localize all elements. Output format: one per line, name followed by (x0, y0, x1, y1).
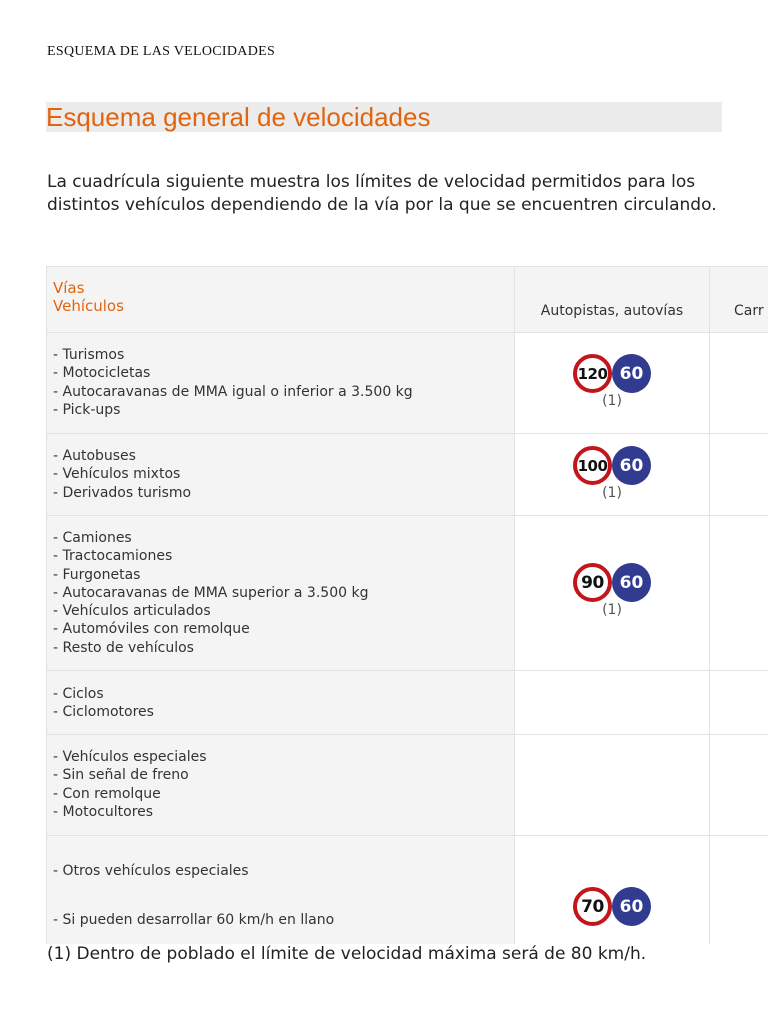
speed-limits-table (46, 266, 768, 944)
table-row (47, 434, 768, 516)
empty-cell (710, 735, 768, 836)
list-item: - Sin señal de freno (53, 767, 189, 784)
empty-cell (710, 434, 768, 516)
list-item: - Con remolque (53, 785, 161, 802)
header-cell-carreteras: Carr (710, 267, 768, 333)
speed-table-container (46, 266, 768, 944)
footnote-ref: (1) (602, 393, 622, 409)
empty-cell (515, 735, 710, 836)
list-item: - Autocaravanas de MMA igual o inferior a 3.500 kg (53, 383, 413, 400)
list-item: - Vehículos especiales (53, 749, 207, 765)
list-item: - Otros vehículos especiales (53, 863, 249, 879)
vehicle-list-cell (47, 836, 515, 945)
min-speed-sign-icon: 60 (612, 354, 651, 393)
table-row (47, 836, 768, 945)
vehicle-list-cell (47, 333, 515, 434)
max-speed-sign-icon: 70 (573, 887, 612, 926)
list-item: - Ciclomotores (53, 704, 154, 721)
list-item: - Ciclos (53, 686, 104, 702)
list-item: - Resto de vehículos (53, 639, 194, 656)
header-vias-label: Vías (53, 279, 85, 297)
table-row (47, 333, 768, 434)
list-item: - Motocultores (53, 803, 154, 820)
speed-sign-cell (515, 516, 710, 671)
list-item: - Vehículos mixtos (53, 466, 181, 483)
list-item: - Tractocamiones (53, 548, 173, 565)
list-item: - Autobuses (53, 448, 136, 464)
speed-signs (573, 887, 651, 926)
list-item: - Automóviles con remolque (53, 621, 250, 638)
list-item: - Derivados turismo (53, 484, 192, 501)
list-item: - Turismos (53, 347, 125, 363)
max-speed-sign-icon: 100 (573, 446, 612, 485)
vehicle-list-cell (47, 434, 515, 516)
speed-signs (573, 354, 651, 393)
table-header-row (47, 267, 768, 333)
header-cell-vias-vehiculos (47, 267, 515, 333)
list-item: - Vehículos articulados (53, 603, 211, 620)
list-item: - Camiones (53, 530, 132, 546)
speed-sign-cell (515, 333, 710, 434)
list-item: - Furgonetas (53, 566, 141, 583)
list-item: - Motocicletas (53, 365, 151, 382)
speed-signs (573, 563, 651, 602)
intro-paragraph: La cuadrícula siguiente muestra los límites de velocidad permitidos para los distintos vehículos dependiendo de la vía por la que se encuentren circulando. (47, 172, 717, 215)
footnote-text: (1) Dentro de poblado el límite de velocidad máxima será de 80 km/h. (47, 944, 647, 964)
speed-sign-cell (515, 434, 710, 516)
list-item: - Si pueden desarrollar 60 km/h en llano (53, 912, 335, 929)
empty-cell (515, 671, 710, 735)
page-title: Esquema general de velocidades (46, 102, 722, 132)
speed-sign-cell (515, 836, 710, 945)
speed-signs (573, 446, 651, 485)
vehicle-list-cell (47, 516, 515, 671)
empty-cell (710, 333, 768, 434)
empty-cell (710, 836, 768, 945)
table-row (47, 671, 768, 735)
footnote-ref: (1) (602, 485, 622, 501)
min-speed-sign-icon: 60 (612, 887, 651, 926)
empty-cell (710, 671, 768, 735)
vehicle-list-cell (47, 735, 515, 836)
min-speed-sign-icon: 60 (612, 563, 651, 602)
max-speed-sign-icon: 90 (573, 563, 612, 602)
vehicle-list-cell (47, 671, 515, 735)
document-header-title: ESQUEMA DE LAS VELOCIDADES (47, 44, 276, 59)
list-item: - Autocaravanas de MMA superior a 3.500 kg (53, 584, 369, 601)
header-cell-autopistas: Autopistas, autovías (515, 267, 710, 333)
min-speed-sign-icon: 60 (612, 446, 651, 485)
empty-cell (710, 516, 768, 671)
list-item: - Pick-ups (53, 401, 121, 418)
max-speed-sign-icon: 120 (573, 354, 612, 393)
table-row (47, 735, 768, 836)
footnote-ref: (1) (602, 602, 622, 618)
table-row (47, 516, 768, 671)
header-vehiculos-label: Vehículos (53, 297, 124, 315)
